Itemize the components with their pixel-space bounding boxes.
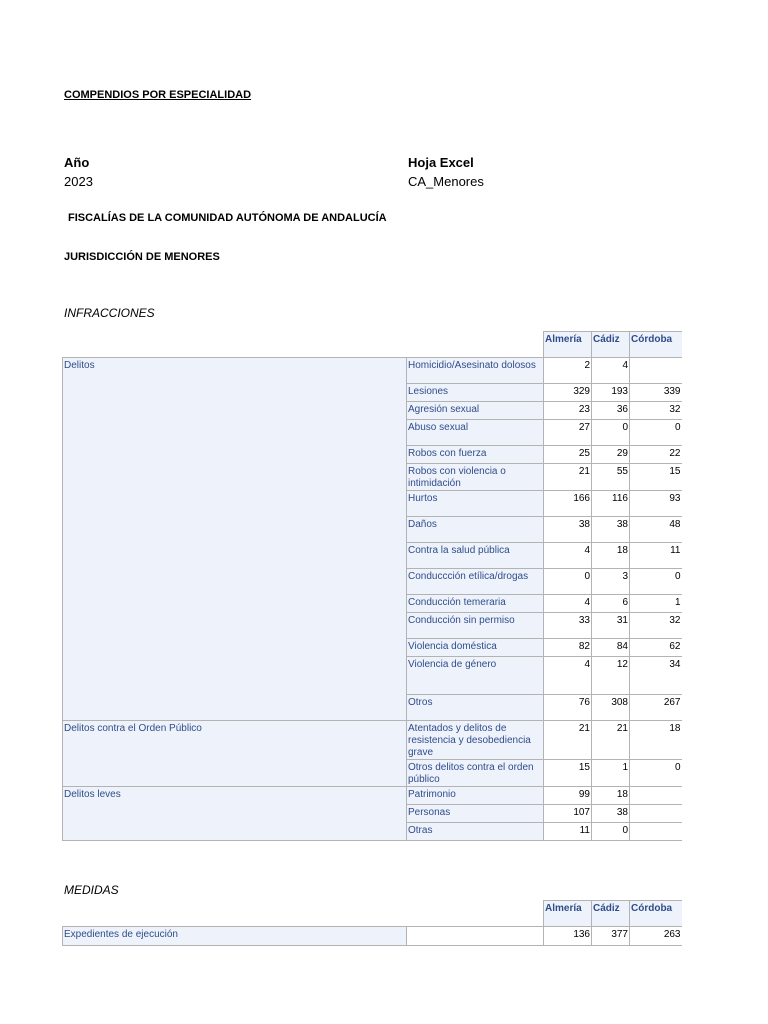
row-label: Abuso sexual xyxy=(407,420,544,446)
value-cell: 18 xyxy=(592,787,630,805)
value-cell: 116 xyxy=(592,491,630,517)
value-cell: 0 xyxy=(630,420,682,446)
column-header-cadiz: Cádiz xyxy=(592,332,630,358)
value-cell: 329 xyxy=(544,384,592,402)
value-cell: 308 xyxy=(592,695,630,721)
value-cell: 23 xyxy=(544,402,592,420)
row-label: Lesiones xyxy=(407,384,544,402)
row-label: Expedientes de ejecución xyxy=(63,927,407,946)
row-label: Daños xyxy=(407,517,544,543)
year-value: 2023 xyxy=(64,174,93,189)
value-cell: 27 xyxy=(544,420,592,446)
value-cell: 29 xyxy=(592,446,630,464)
row-label: Violencia de género xyxy=(407,657,544,695)
row-label: Contra la salud pública xyxy=(407,543,544,569)
table-row xyxy=(63,787,682,805)
value-cell: 263 xyxy=(630,927,682,946)
row-label: Conducción temeraria xyxy=(407,595,544,613)
value-cell: 15 xyxy=(544,760,592,787)
value-cell: 93 xyxy=(630,491,682,517)
row-label: Robos con fuerza xyxy=(407,446,544,464)
value-cell: 21 xyxy=(592,721,630,760)
row-label: Personas xyxy=(407,805,544,823)
row-label: Homicidio/Asesinato dolosos xyxy=(407,358,544,384)
table-row xyxy=(63,721,682,760)
value-cell: 4 xyxy=(544,657,592,695)
value-cell: 48 xyxy=(630,517,682,543)
column-header-almeria: Almería xyxy=(544,901,592,927)
value-cell: 76 xyxy=(544,695,592,721)
row-sublabel xyxy=(407,927,544,946)
sheet-value: CA_Menores xyxy=(408,174,484,189)
row-label: Hurtos xyxy=(407,491,544,517)
value-cell: 4 xyxy=(544,543,592,569)
row-label: Patrimonio xyxy=(407,787,544,805)
column-header-almeria: Almería xyxy=(544,332,592,358)
jurisdiction-heading: JURISDICCIÓN DE MENORES xyxy=(64,251,220,263)
row-label: Conduccción etílica/drogas xyxy=(407,569,544,595)
value-cell: 136 xyxy=(544,927,592,946)
value-cell: 32 xyxy=(630,613,682,639)
value-cell: 62 xyxy=(630,639,682,657)
row-label: Conducción sin permiso xyxy=(407,613,544,639)
sheet-label: Hoja Excel xyxy=(408,155,474,170)
value-cell: 107 xyxy=(544,805,592,823)
value-cell: 12 xyxy=(592,657,630,695)
value-cell: 38 xyxy=(592,805,630,823)
value-cell: 0 xyxy=(592,420,630,446)
row-label: Atentados y delitos de resistencia y desobediencia grave xyxy=(407,721,544,760)
value-cell: 32 xyxy=(630,402,682,420)
row-label: Otros delitos contra el orden público xyxy=(407,760,544,787)
value-cell: 1 xyxy=(630,595,682,613)
value-cell: 25 xyxy=(544,446,592,464)
value-cell: 31 xyxy=(592,613,630,639)
page-title: COMPENDIOS POR ESPECIALIDAD xyxy=(64,89,252,101)
value-cell: 84 xyxy=(592,639,630,657)
medidas-section-title: MEDIDAS xyxy=(64,883,119,897)
value-cell: 36 xyxy=(592,402,630,420)
group-label: Delitos contra el Orden Público xyxy=(63,721,407,787)
value-cell: 21 xyxy=(544,464,592,491)
medidas-header-row xyxy=(63,901,682,927)
table-row xyxy=(63,358,682,384)
value-cell: 3 xyxy=(592,569,630,595)
value-cell: 11 xyxy=(630,543,682,569)
region-heading: FISCALÍAS DE LA COMUNIDAD AUTÓNOMA DE ANDALUCÍA xyxy=(68,212,387,224)
medidas-table xyxy=(62,900,682,946)
value-cell: 1 xyxy=(592,760,630,787)
value-cell: 22 xyxy=(630,446,682,464)
infracciones-table xyxy=(62,331,682,841)
header-spacer xyxy=(63,332,407,358)
infracciones-section-title: INFRACCIONES xyxy=(64,306,155,320)
value-cell: 267 xyxy=(630,695,682,721)
table-row xyxy=(63,927,682,946)
row-label: Robos con violencia o intimidación xyxy=(407,464,544,491)
value-cell: 99 xyxy=(544,787,592,805)
value-cell: 2 xyxy=(544,358,592,384)
value-cell: 21 xyxy=(544,721,592,760)
value-cell: 0 xyxy=(630,760,682,787)
group-label: Delitos leves xyxy=(63,787,407,841)
group-label: Delitos xyxy=(63,358,407,721)
row-label: Otros xyxy=(407,695,544,721)
value-cell: 4 xyxy=(544,595,592,613)
value-cell: 18 xyxy=(592,543,630,569)
value-cell: 4 xyxy=(592,358,630,384)
value-cell: 11 xyxy=(544,823,592,841)
value-cell: 193 xyxy=(592,384,630,402)
column-header-cordoba: Córdoba xyxy=(630,901,682,927)
value-cell: 38 xyxy=(544,517,592,543)
value-cell: 0 xyxy=(544,569,592,595)
value-cell: 38 xyxy=(592,517,630,543)
value-cell xyxy=(630,805,682,823)
value-cell: 339 xyxy=(630,384,682,402)
value-cell xyxy=(630,787,682,805)
column-header-cordoba: Córdoba xyxy=(630,332,682,358)
row-label: Otras xyxy=(407,823,544,841)
value-cell: 55 xyxy=(592,464,630,491)
column-header-cadiz: Cádiz xyxy=(592,901,630,927)
infracciones-header-row xyxy=(63,332,682,358)
infracciones-table-body xyxy=(63,332,682,841)
medidas-table-body xyxy=(63,901,682,946)
row-label: Violencia doméstica xyxy=(407,639,544,657)
value-cell: 6 xyxy=(592,595,630,613)
value-cell: 0 xyxy=(592,823,630,841)
year-label: Año xyxy=(64,155,90,170)
value-cell: 377 xyxy=(592,927,630,946)
value-cell xyxy=(630,823,682,841)
header-spacer xyxy=(407,332,544,358)
value-cell: 15 xyxy=(630,464,682,491)
value-cell: 166 xyxy=(544,491,592,517)
value-cell: 33 xyxy=(544,613,592,639)
value-cell: 18 xyxy=(630,721,682,760)
value-cell: 34 xyxy=(630,657,682,695)
header-spacer xyxy=(63,901,407,927)
header-spacer xyxy=(407,901,544,927)
value-cell: 82 xyxy=(544,639,592,657)
value-cell xyxy=(630,358,682,384)
row-label: Agresión sexual xyxy=(407,402,544,420)
value-cell: 0 xyxy=(630,569,682,595)
